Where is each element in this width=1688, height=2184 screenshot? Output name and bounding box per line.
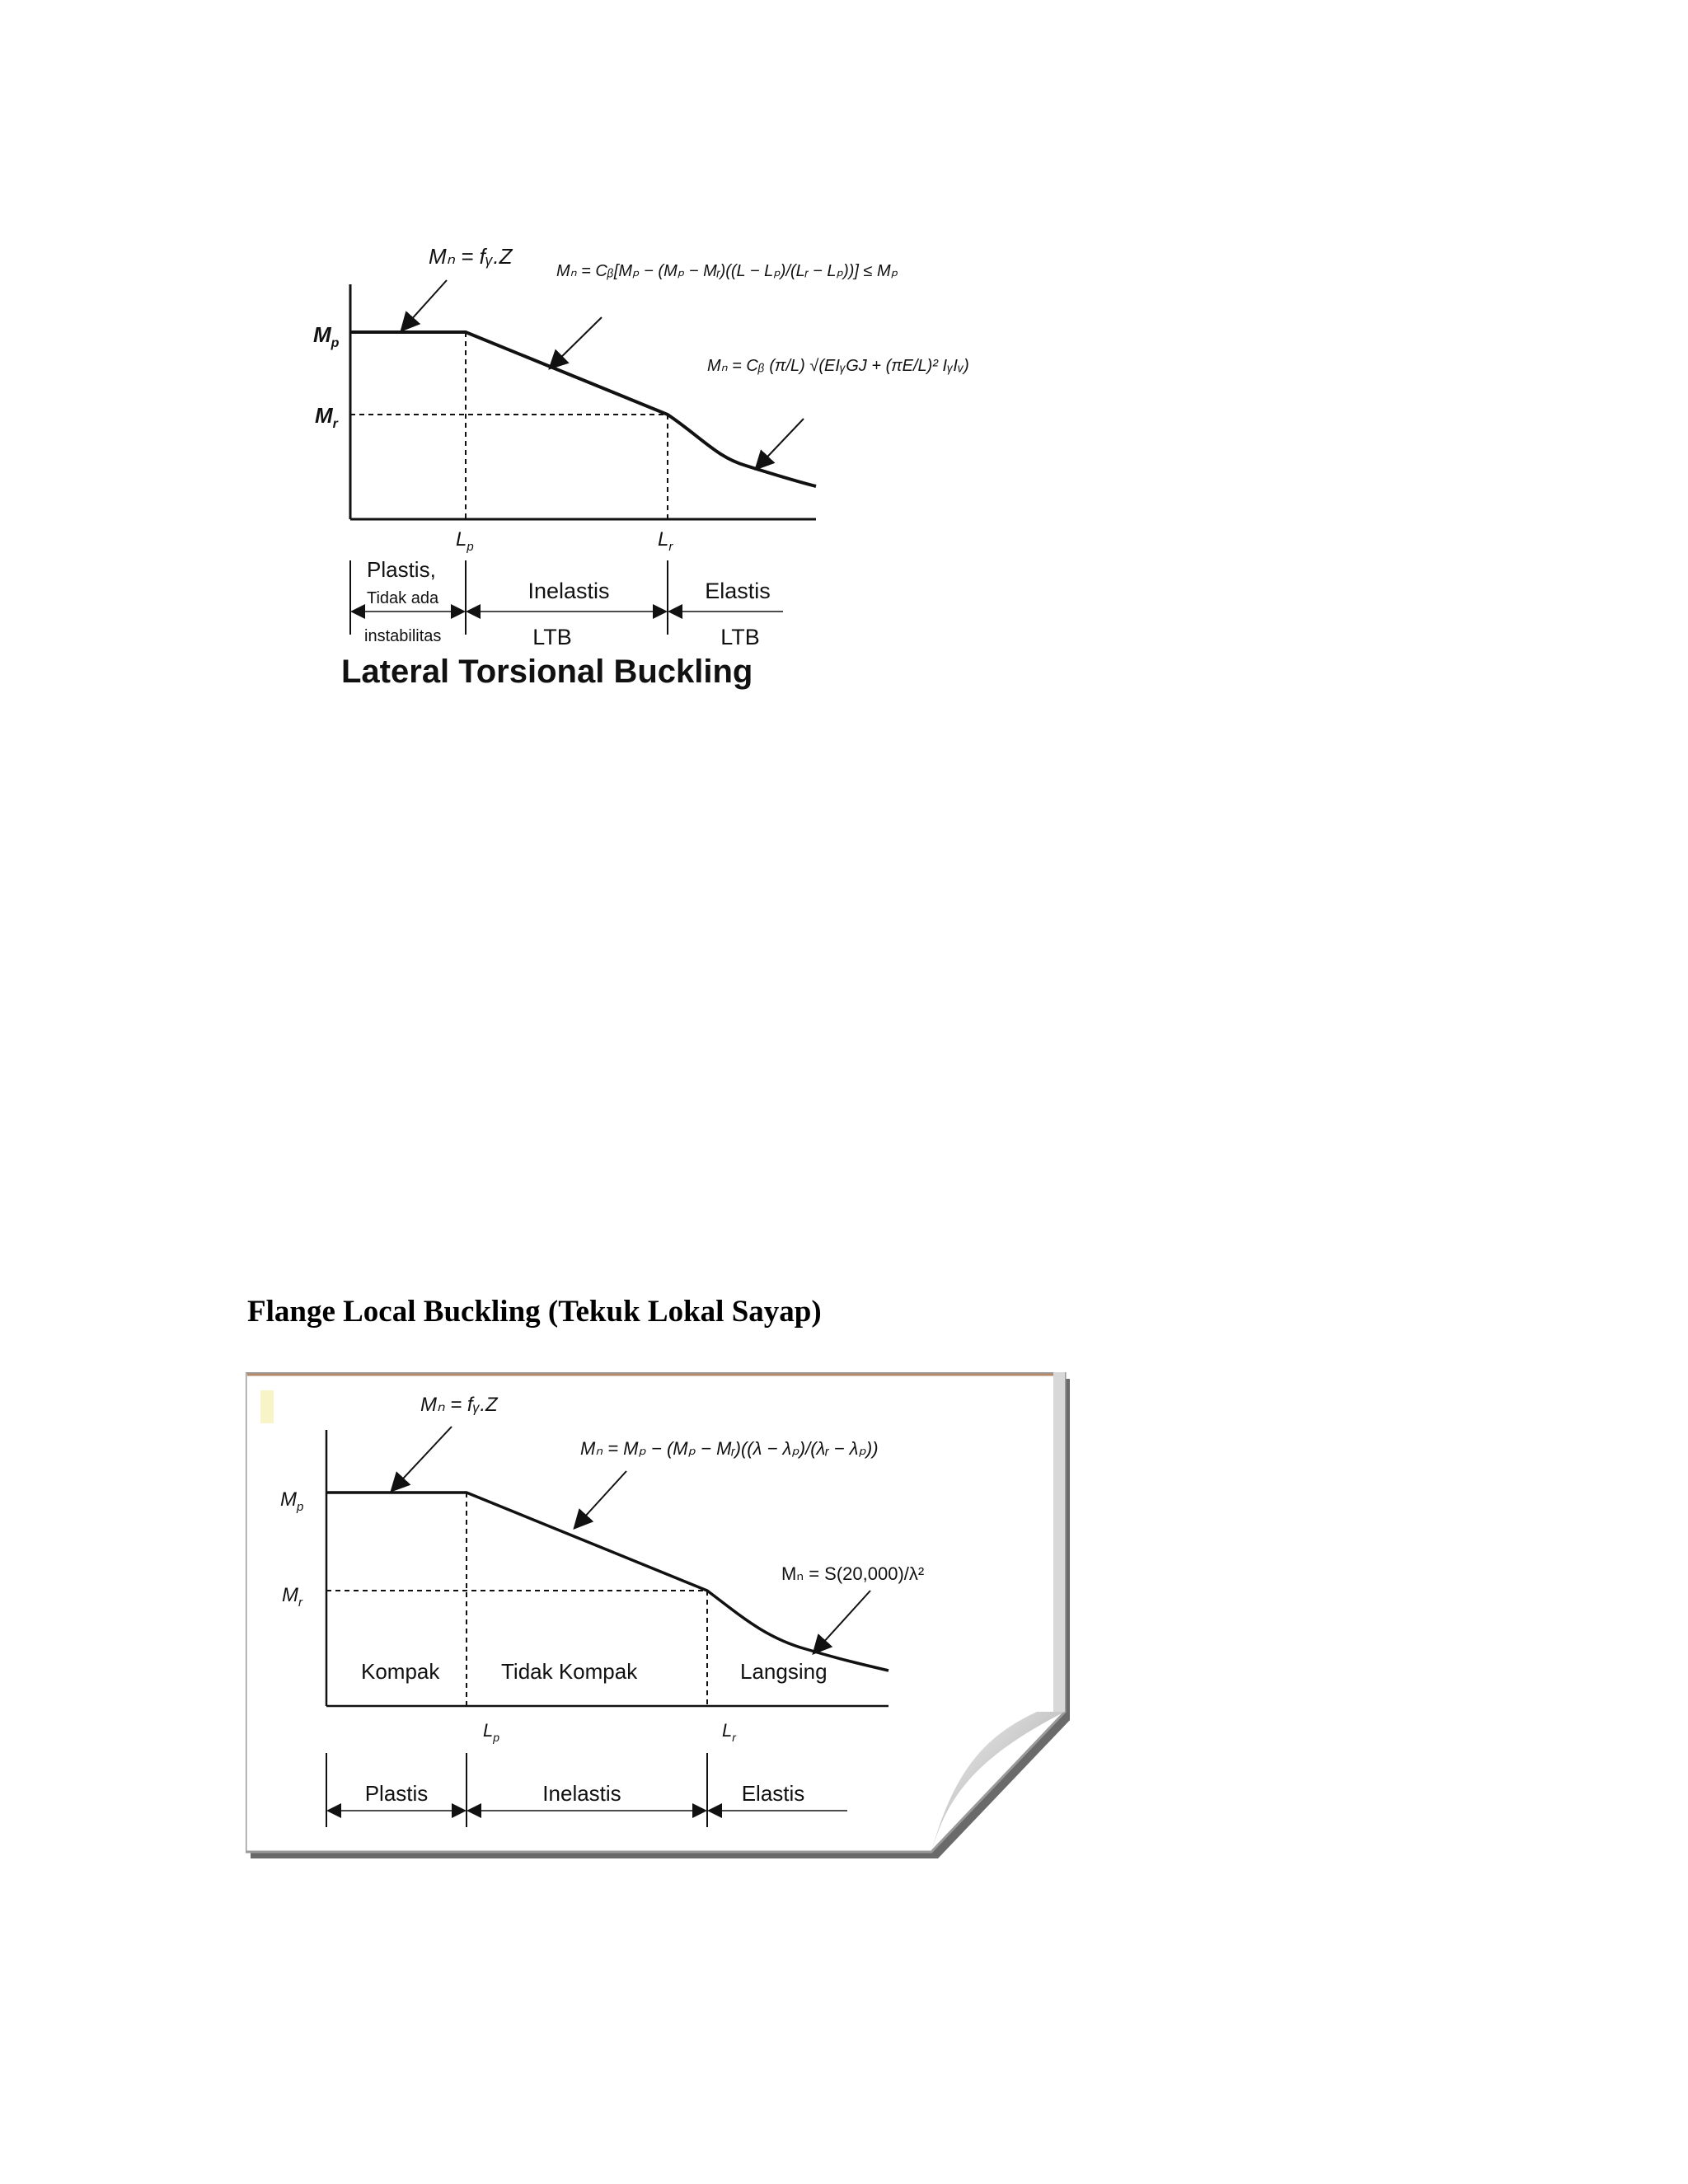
flb-diagram <box>246 1372 1070 1867</box>
formula-elastic: Mₙ = Cᵦ (π/L) √(EIᵧGJ + (πE/L)² IᵧIᵥ) <box>707 357 969 375</box>
section-title: Flange Local Buckling (Tekuk Lokal Sayap) <box>247 1295 822 1329</box>
flb-zone-inelastis: Inelastis <box>542 1781 621 1806</box>
flb-zone-langsing: Langsing <box>740 1659 828 1684</box>
arrow-inelastic <box>551 317 602 368</box>
zone-elastic-line1: Elastis <box>705 579 771 603</box>
flb-zone-plastis: Plastis <box>364 1781 429 1806</box>
moment-capacity-curve <box>350 332 816 486</box>
zone-inelastic-line2: LTB <box>532 625 572 649</box>
flb-zone-tidak-kompak: Tidak Kompak <box>501 1659 638 1684</box>
flb-formula-elastic: Mₙ = S(20,000)/λ² <box>781 1563 925 1584</box>
ltb-diagram <box>305 231 1030 709</box>
flb-mp-label: $M_p$ <box>280 1488 304 1514</box>
arrow-elastic <box>757 419 804 468</box>
mr-label: $M_r$ <box>315 403 338 431</box>
flb-lp-label: $L_p$ <box>483 1720 500 1744</box>
formula-inelastic: Mₙ = Cᵦ[Mₚ − (Mₚ − Mᵣ)((L − Lₚ)/(Lᵣ − Lₚ))] ≤ Mₚ <box>556 262 898 280</box>
lr-label: $L_r$ <box>658 528 673 554</box>
flb-formula-inelastic: Mₙ = Mₚ − (Mₚ − Mᵣ)((λ − λₚ)/(λᵣ − λₚ)) <box>580 1438 879 1459</box>
lp-label: $L_p$ <box>456 528 474 554</box>
flb-formula-plastic: Mₙ = fᵧ.Z <box>420 1394 498 1416</box>
flb-mr-label: $M_r$ <box>282 1584 302 1610</box>
mp-label: $M_p$ <box>313 322 340 350</box>
formula-plastic: Mₙ = fᵧ.Z <box>429 244 513 269</box>
zone-elastic-line2: LTB <box>720 625 760 649</box>
arrow-plastic <box>402 280 447 330</box>
frame-right-bevel <box>1053 1372 1065 1712</box>
flb-lr-label: $L_r$ <box>722 1720 736 1744</box>
frame-left-marker <box>260 1390 274 1423</box>
zone-inelastic-line1: Inelastis <box>528 579 610 603</box>
zone-plastic-line2: Tidak ada <box>367 589 439 607</box>
flb-zone-elastis: Elastis <box>741 1781 805 1806</box>
zone-plastic-line1: Plastis, <box>367 557 436 582</box>
ltb-figure-title: Lateral Torsional Buckling <box>341 654 753 690</box>
flb-zone-kompak: Kompak <box>361 1659 440 1684</box>
zone-plastic-line3: instabilitas <box>364 627 442 645</box>
